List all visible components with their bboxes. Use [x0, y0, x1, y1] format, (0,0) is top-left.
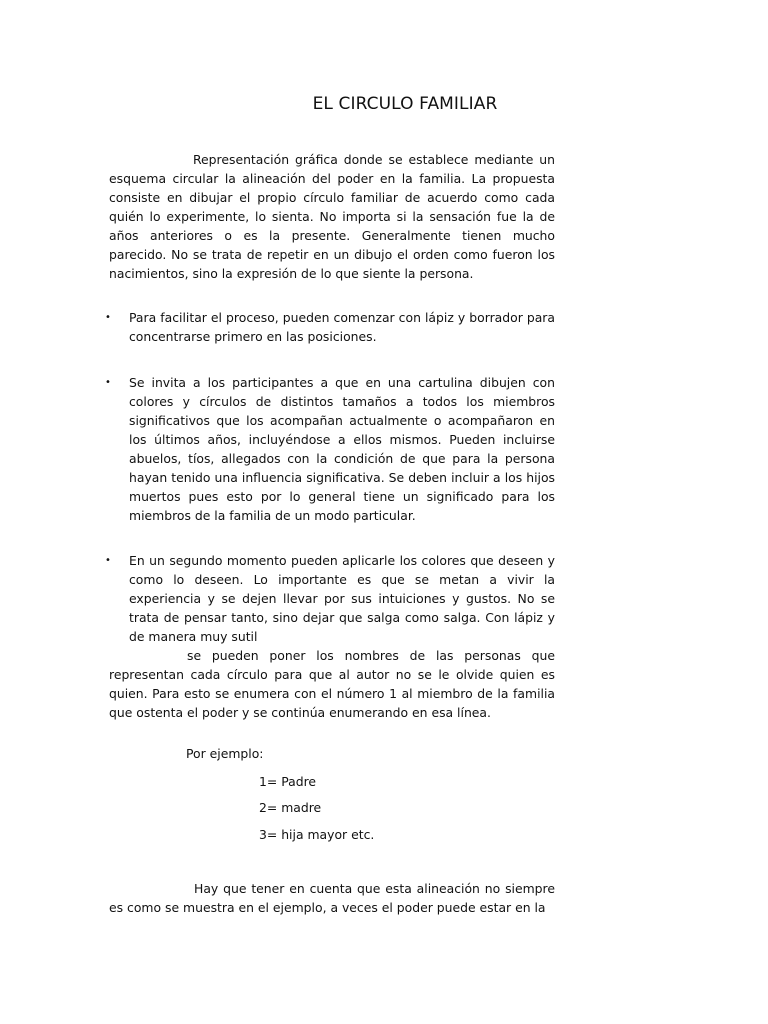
bullet-text: Para facilitar el proceso, pueden comenzar con lápiz y borrador para concentrarse primero en las posiciones.	[129, 310, 555, 344]
bullet-marker: •	[105, 377, 111, 388]
bullet-text: Se invita a los participantes a que en una cartulina dibujen con colores y círculos de distintos tamaños a todos los miembros significativos que los acompañan actualmente o acompañaron en los últimos años, incluyéndose a ellos mismos. Pueden incluirse abuelos, tíos, allegados con la condición de que para la persona hayan tenido una influencia significativa. Se deben incluir a los hijos muertos pues esto por lo general tiene un significado para los miembros de la familia de un modo particular.	[129, 375, 555, 523]
bullet-item-2	[105, 373, 555, 525]
example-item: 1= Padre	[259, 774, 317, 789]
bullet-marker: •	[105, 555, 111, 566]
continuation-paragraph: se pueden poner los nombres de las personas que representan cada círculo para que al autor no se le olvide quien es quien. Para esto se enumera con el número 1 al miembro de la familia que ostenta el poder y se continúa enumerando en esa línea.	[109, 648, 555, 720]
example-item: 2= madre	[259, 800, 322, 815]
bullet-item-1	[105, 308, 555, 346]
example-label: Por ejemplo:	[186, 746, 264, 761]
document-title: EL CIRCULO FAMILIAR	[312, 94, 498, 114]
bullet-text: En un segundo momento pueden aplicarle los colores que deseen y como lo deseen. Lo importante es que se metan a vivir la experiencia y se dejen llevar por sus intuiciones y gustos. No se trata de pensar tanto, sino dejar que salga como salga. Con lápiz y de manera muy sutil	[129, 553, 555, 644]
bullet-item-3	[105, 551, 555, 646]
example-item: 3= hija mayor etc.	[259, 827, 375, 842]
closing-paragraph: Hay que tener en cuenta que esta alineación no siempre es como se muestra en el ejemplo, a veces el poder puede estar en la	[109, 881, 555, 915]
bullet-marker: •	[105, 312, 111, 323]
intro-paragraph: Representación gráfica donde se establece mediante un esquema circular la alineación del poder en la familia. La propuesta consiste en dibujar el propio círculo familiar de acuerdo como cada quién lo experimente, lo sienta. No importa si la sensación fue la de años anteriores o es la presente. Generalmente tienen mucho parecido. No se trata de repetir en un dibujo el orden como fueron los nacimientos, sino la expresión de lo que siente la persona.	[109, 152, 555, 281]
